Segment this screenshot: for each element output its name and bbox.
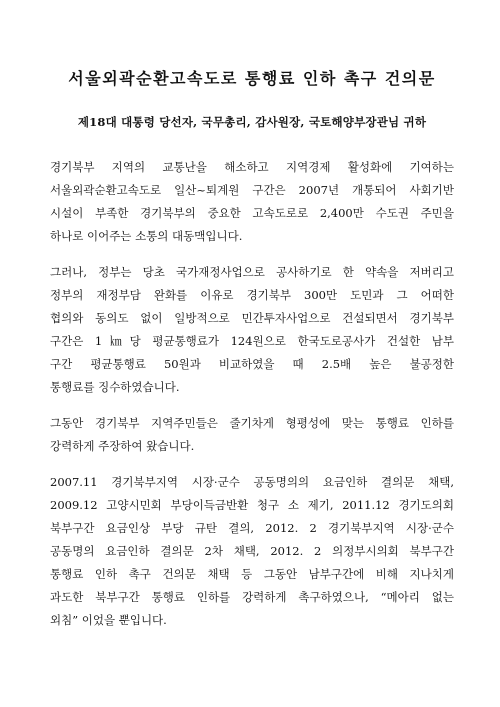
paragraph-line: 과도한 북부구간 통행료 인하를 강력하게 촉구하였으나, “메아리 없는 <box>50 590 454 604</box>
paragraph-line: 협의와 동의도 없이 일방적으로 민간투자사업으로 건설되면서 경기북부 <box>50 311 454 325</box>
document-title: 서울외곽순환고속도로 통행료 인하 촉구 건의문 <box>68 69 436 88</box>
addressee-line: 제18대 대통령 당선자, 국무총리, 감사원장, 국토해양부장관님 귀하 <box>77 115 427 129</box>
paragraph-line: 시설이 부족한 경기북부의 중요한 고속도로로 2,400만 수도권 주민을 <box>50 206 454 220</box>
paragraph-line: 공동명의 요금인하 결의문 2차 채택, 2012. 2 의정부시의회 북부구간 <box>50 544 454 558</box>
paragraph-line: 통행료 인하 촉구 건의문 채택 등 그동안 남부구간에 비해 지나치게 <box>50 567 454 581</box>
body-paragraph <box>50 156 454 248</box>
paragraph-line: 외침” 이었을 뿐입니다. <box>50 613 167 627</box>
paragraph-line: 경기북부 지역의 교통난을 해소하고 지역경제 활성화에 기여하는 <box>50 160 454 174</box>
paragraph-line: 통행료를 징수하였습니다. <box>50 380 180 394</box>
paragraph-line: 구간은 1㎞당 평균통행료가 124원으로 한국도로공사가 건설한 남부 <box>50 334 454 348</box>
body-paragraph <box>50 261 454 399</box>
paragraph-line: 서울외곽순환고속도로 일산~퇴계원 구간은 2007년 개통되어 사회기반 <box>50 183 454 197</box>
paragraph-line: 구간 평균통행료 50원과 비교하였을 때 2.5배 높은 불공정한 <box>50 357 454 371</box>
paragraph-line: 하나로 이어주는 소통의 대동맥입니다. <box>50 229 243 243</box>
paragraph-line: 강력하게 주장하여 왔습니다. <box>50 439 195 453</box>
paragraph-line: 정부의 재정부담 완화를 이유로 경기북부 300만 도민과 그 어떠한 <box>50 288 454 302</box>
paragraph-line: 그러나, 정부는 당초 국가재정사업으로 공사하기로 한 약속을 저버리고 <box>50 265 454 279</box>
paragraph-line: 북부구간 요금인상 부당 규탄 결의, 2012. 2 경기북부지역 시장·군수 <box>50 521 454 535</box>
paragraph-line: 2009.12 고양시민회 부당이득금반환 청구 소 제기, 2011.12 경기도의회 <box>50 498 454 512</box>
body-paragraph <box>50 412 454 458</box>
paragraph-line: 2007.11 경기북부지역 시장·군수 공동명의의 요금인하 결의문 채택, <box>50 475 454 489</box>
body-paragraph <box>50 471 454 632</box>
paragraph-line: 그동안 경기북부 지역주민들은 줄기차게 형평성에 맞는 통행료 인하를 <box>50 416 454 430</box>
document-body <box>50 156 454 632</box>
